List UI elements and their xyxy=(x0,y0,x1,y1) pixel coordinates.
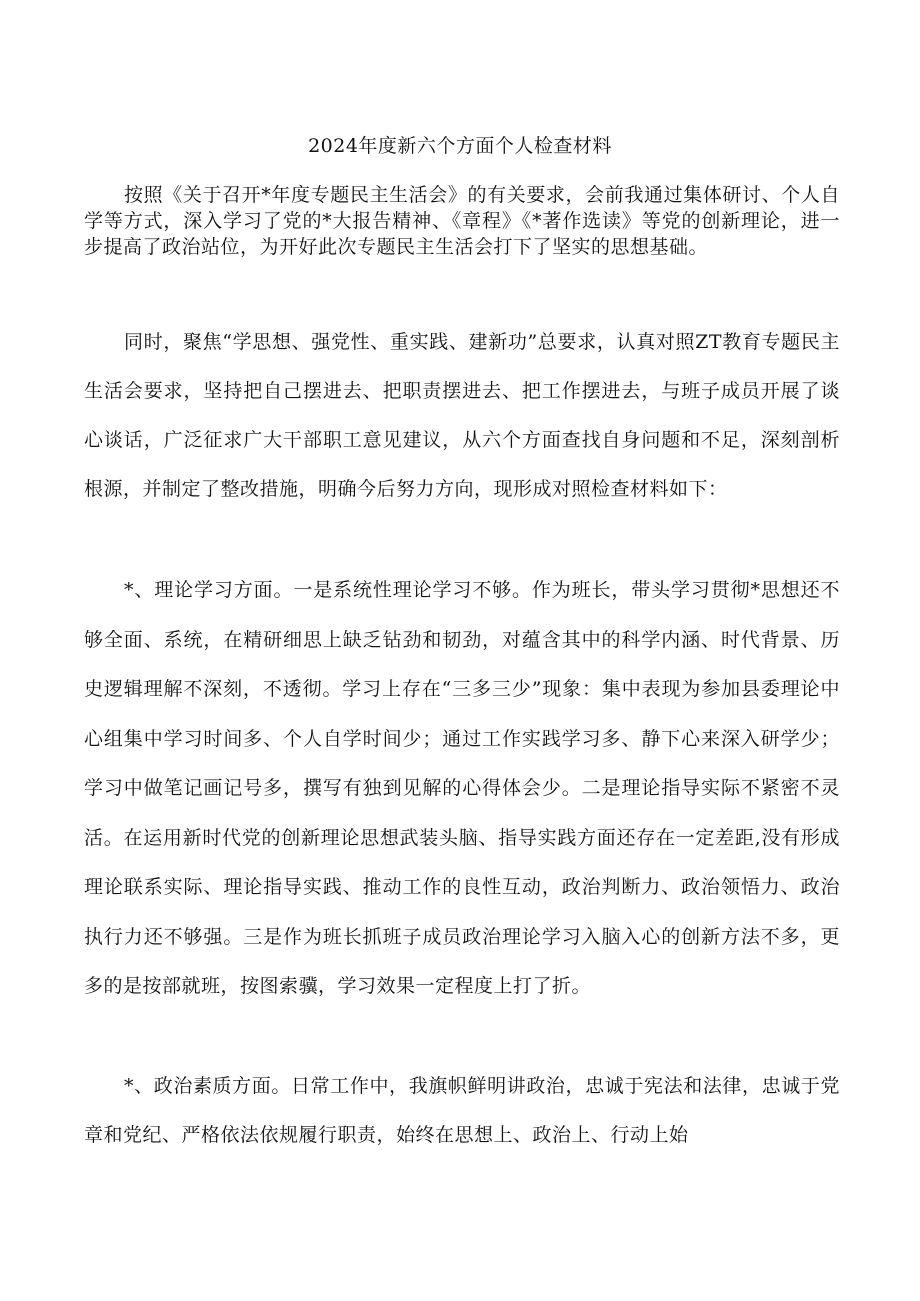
document-title: 2024年度新六个方面个人检查材料 xyxy=(308,135,612,157)
paragraph-theory-study: *、理论学习方面。一是系统性理论学习不够。作为班长，带头学习贯彻*思想还不够全面、系统，在精研细思上缺乏钻劲和韧劲，对蕴含其中的科学内涵、时代背景、历史逻辑理解不深刻，不透彻。学习上存在“三多三少”现象：集中表现为参加县委理论中心组集中学习时间多、个人自学时间少；通过工作实践学习多、静下心来深入研学少；学习中做笔记画记号多，撰写有独到见解的心得体会少。二是理论指导实际不紧密不灵活。在运用新时代党的创新理论思想武装头脑、指导实践方面还存在一定差距,没有形成理论联系实际、理论指导实践、推动工作的良性互动，政治判断力、政治领悟力、政治执行力还不够强。三是作为班长抓班子成员政治理论学习入脑入心的创新方法不多，更多的是按部就班，按图索骥，学习效果一定程度上打了折。 xyxy=(84,579,840,997)
paragraph-requirements: 同时，聚焦“学思想、强党性、重实践、建新功”总要求，认真对照ZT教育专题民主生活会要求，坚持把自己摆进去、把职责摆进去、把工作摆进去，与班子成员开展了谈心谈话，广泛征求广大干部职工意见建议，从六个方面查找自身问题和不足，深刻剖析根源，并制定了整改措施，明确今后努力方向，现形成对照检查材料如下： xyxy=(84,331,840,500)
paragraph-intro: 按照《关于召开*年度专题民主生活会》的有关要求，会前我通过集体研讨、个人自学等方式，深入学习了党的*大报告精神、《章程》《*著作选读》等党的创新理论，进一步提高了政治站位，为开好此次专题民主生活会打下了坚实的思想基础。 xyxy=(84,184,840,258)
paragraph-political-quality: *、政治素质方面。日常工作中，我旗帜鲜明讲政治，忠诚于宪法和法律，忠诚于党章和党纪、严格依法依规履行职责，始终在思想上、政治上、行动上始 xyxy=(84,1075,840,1146)
